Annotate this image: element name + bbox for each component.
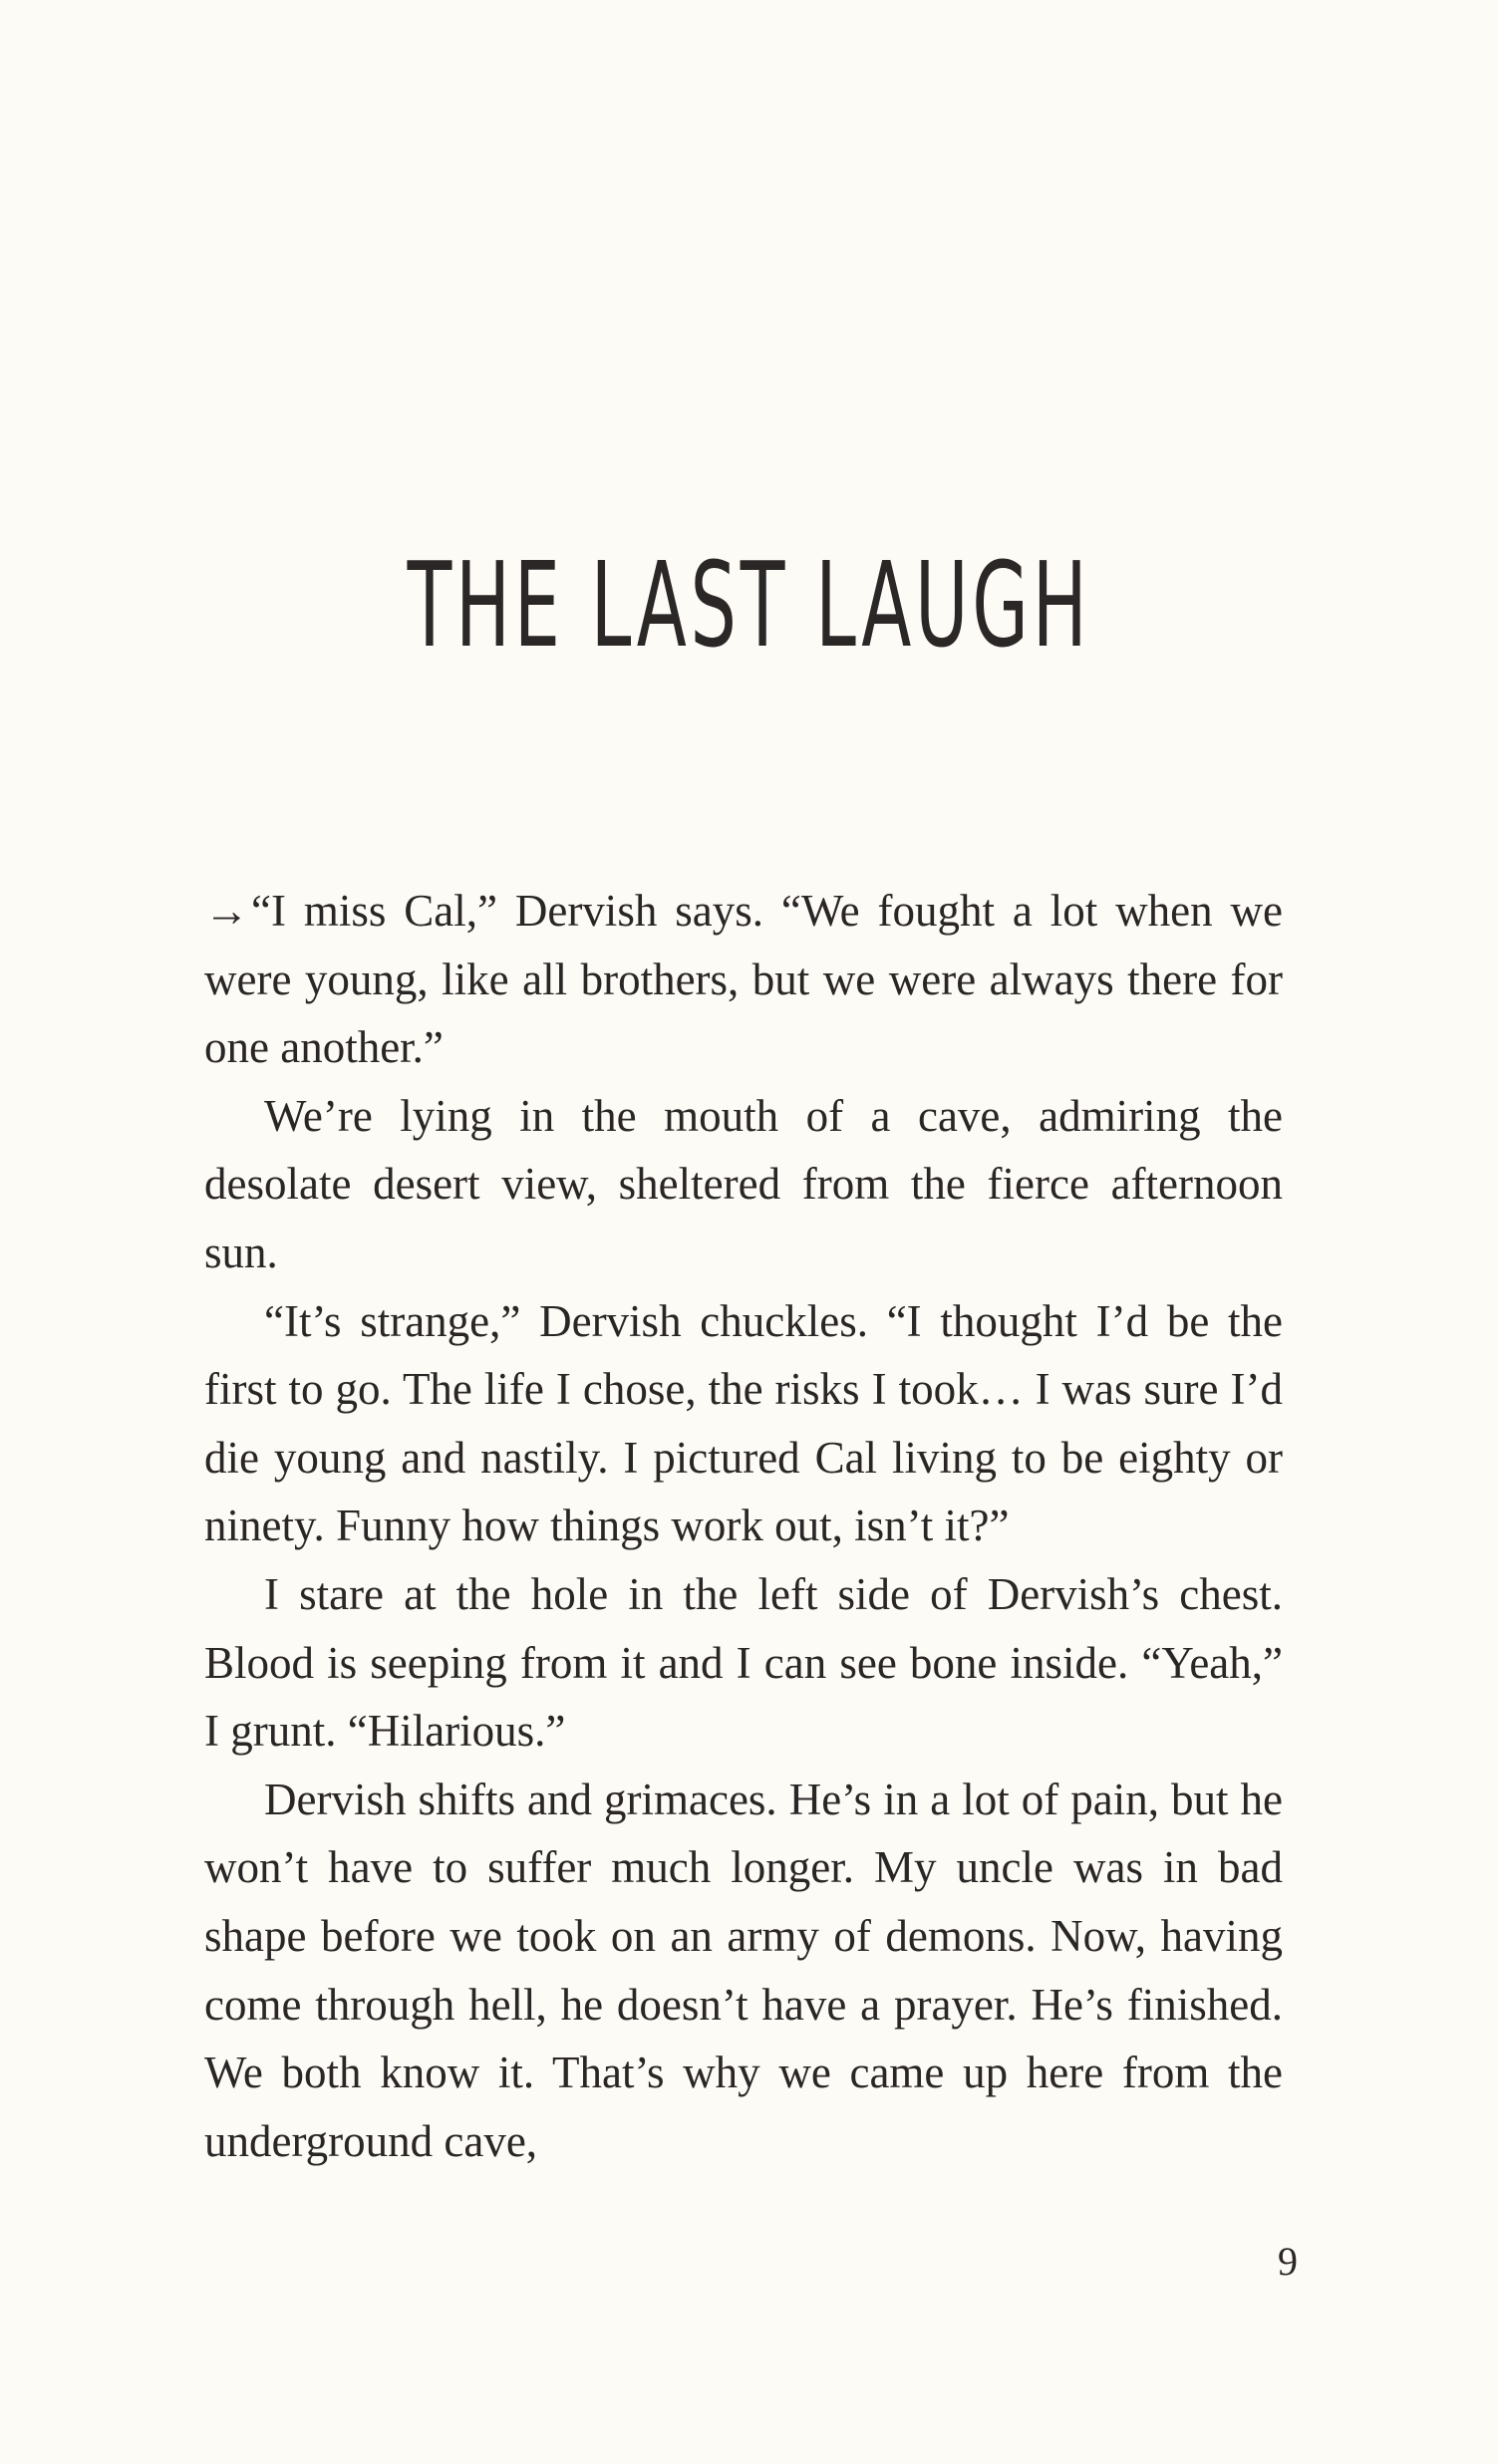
paragraph-1	[204, 877, 1283, 1082]
paragraph-5: Dervish shifts and grimaces. He’s in a lot of pain, but he won’t have to suffer much longer. My uncle was in bad shape before we took on an army of demons. Now, having come through hell, he doesn’t have a prayer. He’s finished. We both know it. That’s why we came up here from the underground cave,	[204, 1774, 1283, 2166]
paragraph-2: We’re lying in the mouth of a cave, admiring the desolate desert view, sheltered from the fierce afternoon sun.	[204, 1090, 1283, 1277]
paragraph-1-text: “I miss Cal,” Dervish says. “We fought a lot when we were young, like all brothers, but we were always there for one another.”	[204, 886, 1283, 1073]
chapter-title: THE LAST LAUGH	[407, 536, 1091, 674]
chapter-body	[204, 877, 1283, 2175]
arrow-icon: →	[204, 886, 249, 936]
page-number: 9	[1278, 2239, 1298, 2284]
paragraph-3: “It’s strange,” Dervish chuckles. “I thought I’d be the first to go. The life I chose, the risks I took… I was sure I’d die young and nastily. I pictured Cal living to be eighty or ninety. Funny how things work out, isn’t it?”	[204, 1295, 1283, 1551]
paragraph-4: I stare at the hole in the left side of Dervish’s chest. Blood is seeping from it and I can see bone inside. “Yeah,” I grunt. “Hilarious.”	[204, 1568, 1283, 1757]
